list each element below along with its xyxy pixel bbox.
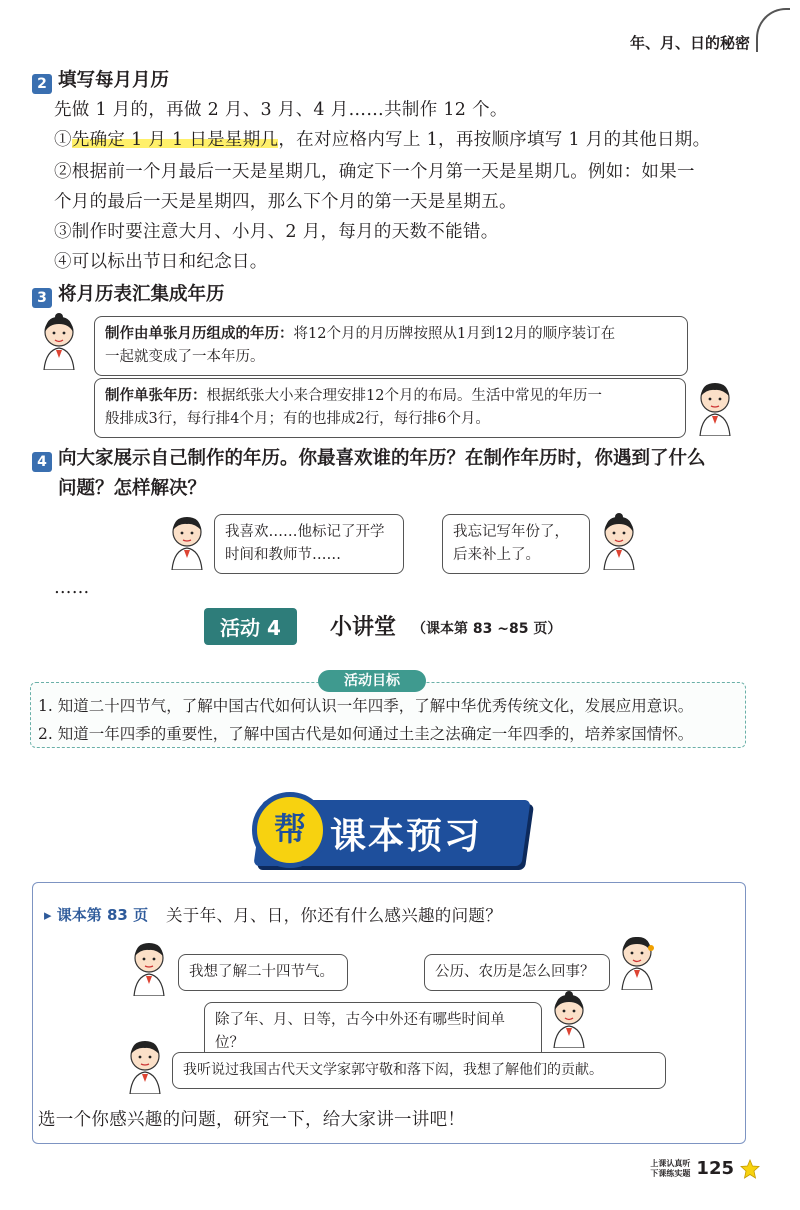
- speech-bubble: 我喜欢……他标记了开学 时间和教师节……: [214, 514, 404, 574]
- girl-avatar-icon: [614, 932, 660, 990]
- section-number-badge: 2: [32, 74, 52, 94]
- triangle-marker-icon: ▸: [44, 906, 57, 924]
- section-number-badge: 4: [32, 452, 52, 472]
- boy-avatar-icon: [122, 1036, 168, 1094]
- speech-bubble: 我忘记写年份了， 后来补上了。: [442, 514, 590, 574]
- section-2-heading: [32, 66, 169, 94]
- section-3-title: 将月历表汇集成年历: [58, 284, 225, 305]
- speech-bubble: 制作由单张月历组成的年历：将12个月的月历牌按照从1月到12月的顺序装订在 一起就变成了一本年历。: [94, 316, 688, 376]
- preview-question: 关于年、月、日，你还有什么感兴趣的问题？: [166, 906, 502, 925]
- section-3-heading: [32, 280, 225, 308]
- girl-avatar-icon: [596, 512, 642, 570]
- girl-avatar-icon: [546, 990, 592, 1048]
- header-decoration: [756, 8, 790, 52]
- body-line: ②根据前一个月最后一天是星期几，确定下一个月第一天是星期几。例如：如果一: [54, 162, 695, 182]
- highlight-text: ①先确定 1 月 1 日是星期几，在对应格内写上 1，再按顺序填写 1 月的其他日期。: [54, 130, 711, 150]
- activity-badge: 活动 4: [204, 608, 297, 645]
- speech-bubble: 我想了解二十四节气。: [178, 954, 348, 991]
- section-2-title: 填写每月月历: [58, 70, 170, 91]
- goals-tag: 活动目标: [318, 670, 426, 692]
- help-circle-badge: 帮: [252, 792, 328, 868]
- activity-title: 小讲堂: [330, 615, 397, 640]
- speech-bubble: 除了年、月、日等，古今中外还有哪些时间单位？: [204, 1002, 542, 1062]
- goal-item: 2. 知道一年四季的重要性，了解中国古代是如何通过土圭之法确定一年四季的，培养家国情怀。: [38, 725, 694, 743]
- star-icon: [740, 1159, 760, 1179]
- body-line: ③制作时要注意大月、小月、2 月，每月的天数不能错。: [54, 222, 499, 242]
- body-line: 先做 1 月的，再做 2 月、3 月、4 月……共制作 12 个。: [54, 100, 508, 120]
- boy-avatar-icon: [692, 378, 738, 436]
- speech-bubble: 公历、农历是怎么回事？: [424, 954, 610, 991]
- body-line: 个月的最后一天是星期四，那么下个月的第一天是星期五。: [54, 192, 517, 212]
- goal-item: 1. 知道二十四节气，了解中国古代如何认识一年四季，了解中华优秀传统文化，发展应用意识。: [38, 697, 694, 715]
- boy-avatar-icon: [126, 938, 172, 996]
- page-number: 125: [696, 1158, 734, 1179]
- speech-bubble: 我听说过我国古代天文学家郭守敬和落下闳，我想了解他们的贡献。: [172, 1052, 666, 1089]
- section-4-heading: [32, 444, 706, 472]
- body-line-highlighted: [54, 126, 710, 151]
- speech-bubble: 制作单张年历：根据纸张大小来合理安排12个月的布局。生活中常见的年历一 般排成3行，每行排4个月；有的也排成2行，每行排6个月。: [94, 378, 686, 438]
- preview-closing: 选一个你感兴趣的问题，研究一下，给大家讲一讲吧！: [38, 1110, 466, 1130]
- activity-subtitle: （课本第 83 ~85 页）: [412, 621, 562, 637]
- preview-banner-text: 课本预习: [330, 816, 483, 857]
- page-footer: [650, 1158, 760, 1179]
- section-4-title-line2: 问题？怎样解决？: [58, 478, 207, 499]
- body-line: ④可以标出节日和纪念日。: [54, 252, 268, 272]
- boy-avatar-icon: [164, 512, 210, 570]
- section-4-title-line1: 向大家展示自己制作的年历。你最喜欢谁的年历？在制作年历时，你遇到了什么: [58, 448, 706, 469]
- footer-slogan: 上课认真听 下课练实题: [650, 1158, 691, 1178]
- section-number-badge: 3: [32, 288, 52, 308]
- preview-label: ▸ 课本第 83 页: [44, 906, 149, 924]
- girl-avatar-icon: [36, 312, 82, 370]
- page-header-title: 年、月、日的秘密: [629, 34, 750, 52]
- ellipsis: ……: [54, 578, 90, 598]
